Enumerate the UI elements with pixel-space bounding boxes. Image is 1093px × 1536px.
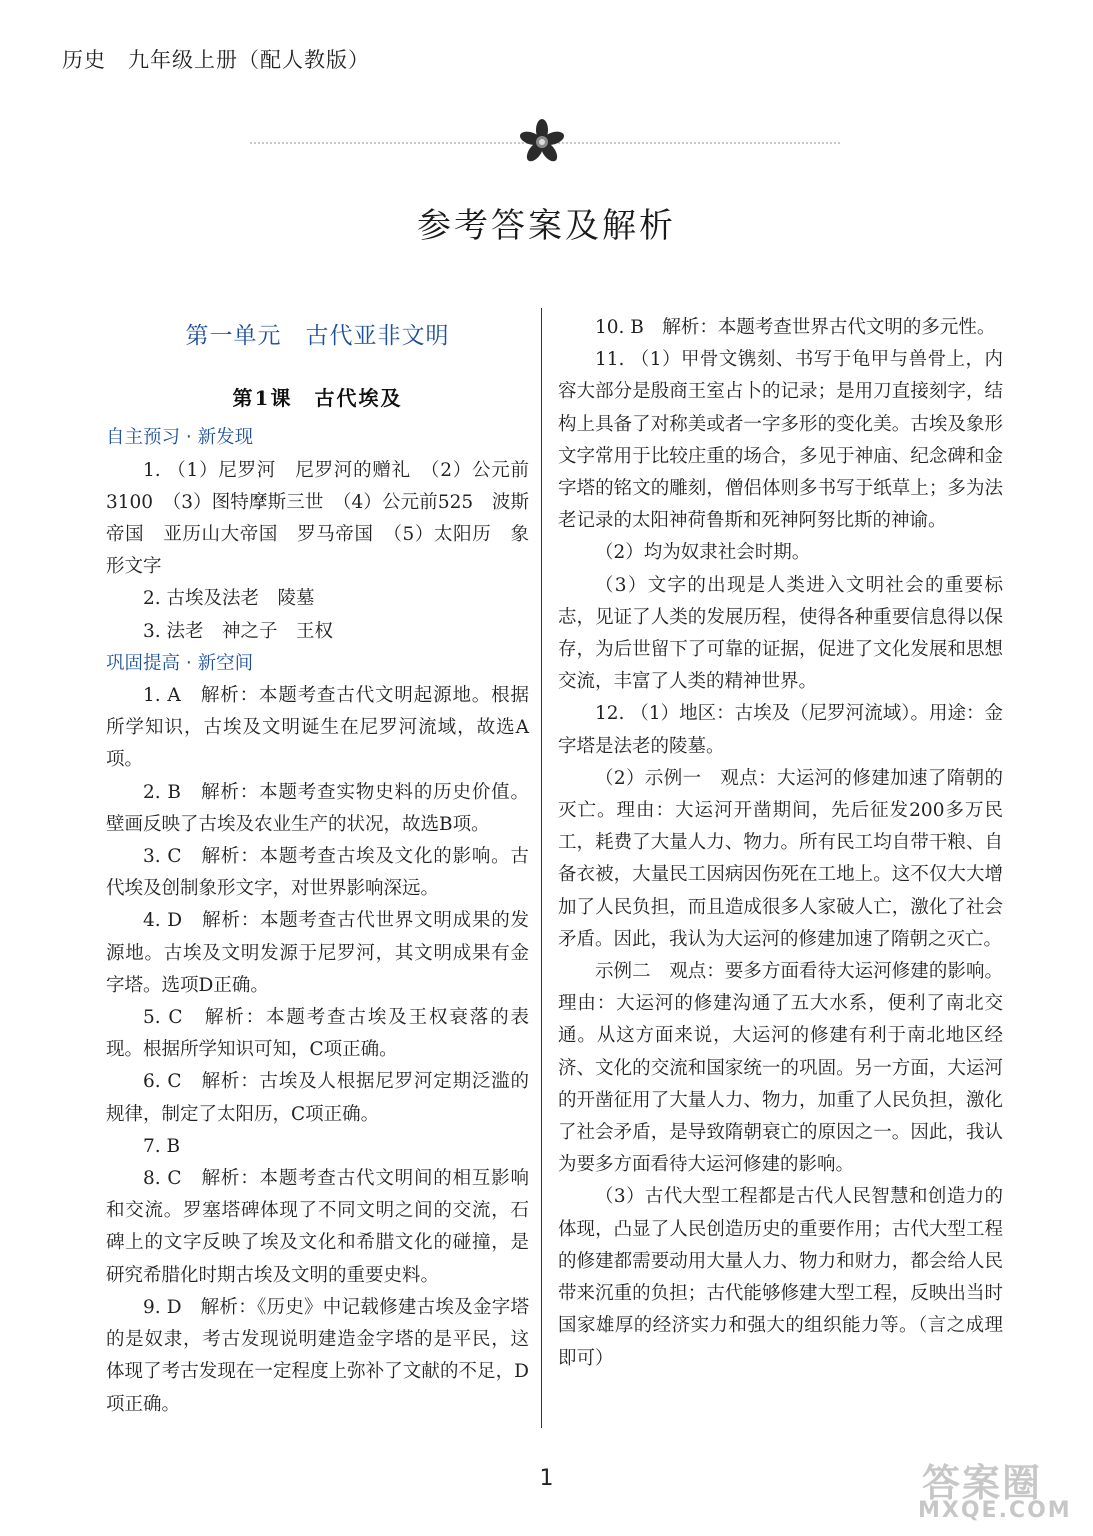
answer-item: 8. C 解析：本题考查古代文明间的相互影响和交流。罗塞塔碑体现了不同文明之间的交流，石碑上的文字反映了埃及文化和希腊文化的碰撞，是研究希腊化时期古埃及文明的重要史料。 [106, 1168, 529, 1286]
column-divider [541, 308, 542, 1428]
page-title: 参考答案及解析 [417, 206, 676, 246]
answer-item: 3. 法老 神之子 王权 [143, 620, 334, 642]
answer-item: 2. 古埃及法老 陵墓 [143, 588, 315, 610]
answer-item: 3. C 解析：本题考查古埃及文化的影响。古代埃及创制象形文字，对世界影响深远。 [106, 846, 529, 900]
answer-item: 7. B [143, 1135, 181, 1157]
lesson-title: 第1课 古代埃及 [232, 386, 403, 411]
section-heading-consolidate: 巩固提高 · 新空间 [106, 652, 254, 674]
answer-item: 1. A 解析：本题考查古代文明起源地。根据所学知识，古埃及文明诞生在尼罗河流域，故选A项。 [106, 685, 529, 771]
answer-item: （2）示例一 观点：大运河的修建加速了隋朝的灭亡。理由：大运河开凿期间，先后征发200多万民工，耗费了大量人力、物力。所有民工均自带干粮、自备衣被，大量民工因病因伤死在工地上。这不仅大大增加了人民负担，而且造成很多人家破人亡，激化了社会矛盾。因此，我认为大运河的修建加速了隋朝之灭亡。 [558, 767, 1003, 950]
answer-item: （3）古代大型工程都是古代人民智慧和创造力的体现，凸显了人民创造历史的重要作用；古代大型工程的修建都需要动用大量人力、物力和财力，都会给人民带来沉重的负担；古代能够修建大型工程，反映出当时国家雄厚的经济实力和强大的组织能力等。（言之成理即可） [558, 1186, 1003, 1369]
answer-item: （2）均为奴隶社会时期。 [595, 542, 811, 564]
section-heading-preview: 自主预习 · 新发现 [106, 427, 254, 449]
answer-item: （3）文字的出现是人类进入文明社会的重要标志，见证了人类的发展历程，使得各种重要信息得以保存，为后世留下了可靠的证据，促进了文化发展和思想交流，丰富了人类的精神世界。 [558, 574, 1003, 693]
answer-item: 6. C 解析：古埃及人根据尼罗河定期泛滥的规律，制定了太阳历，C项正确。 [106, 1071, 529, 1125]
answer-item: 5. C 解析：本题考查古埃及王权衰落的表现。根据所学知识可知，C项正确。 [106, 1007, 529, 1061]
answer-item: 示例二 观点：要多方面看待大运河修建的影响。理由：大运河的修建沟通了五大水系，便利了南北交通。从这方面来说，大运河的修建有利于南北地区经济、文化的交流和国家统一的巩固。另一方面，大运河的开凿征用了大量人力、物力，加重了人民负担，激化了社会矛盾，是导致隋朝衰亡的原因之一。因此，我认为要多方面看待大运河修建的影响。 [558, 961, 1003, 1176]
answer-item: 9. D 解析：《历史》中记载修建古埃及金字塔的是奴隶，考古发现说明建造金字塔的是平民，这体现了考古发现在一定程度上弥补了文献的不足，D项正确。 [106, 1296, 529, 1415]
book-header: 历史 九年级上册（配人教版） [62, 48, 370, 72]
watermark-logo [912, 1452, 1080, 1530]
left-column [106, 312, 529, 1421]
watermark-text: 答案圈 [922, 1461, 1043, 1505]
page-number: 1 [539, 1466, 554, 1491]
unit-title: 第一单元 古代亚非文明 [185, 323, 450, 349]
answer-item: 12. （1）地区：古埃及（尼罗河流域）。用途：金字塔是法老的陵墓。 [558, 703, 1003, 757]
answer-item: 2. B 解析：本题考查实物史料的历史价值。壁画反映了古埃及农业生产的状况，故选B项。 [106, 781, 529, 835]
answer-item: 1. （1）尼罗河 尼罗河的赠礼 （2）公元前3100 （3）图特摩斯三世 （4）公元前525 波斯帝国 亚历山大帝国 罗马帝国 （5）太阳历 象形文字 [106, 459, 529, 578]
answer-item: 4. D 解析：本题考查古代世界文明成果的发源地。古埃及文明发源于尼罗河，其文明成果有金字塔。选项D正确。 [106, 910, 529, 996]
answer-item: 10. B 解析：本题考查世界古代文明的多元性。 [595, 317, 996, 338]
flower-ornament-icon [513, 118, 571, 166]
answer-item: 11. （1）甲骨文镌刻、书写于龟甲与兽骨上，内容大部分是殷商王室占卜的记录；是用刀直接刻字，结构上具备了对称美或者一字多形的变化美。古埃及象形文字常用于比较庄重的场合，多见于神庙、纪念碑和金字塔的铭文的雕刻，僧侣体则多书写于纸草上；多为法老记录的太阳神荷鲁斯和死神阿努比斯的神谕。 [558, 349, 1003, 532]
watermark-domain: MXQE.COM [918, 1498, 1072, 1523]
right-column [558, 312, 1003, 1375]
